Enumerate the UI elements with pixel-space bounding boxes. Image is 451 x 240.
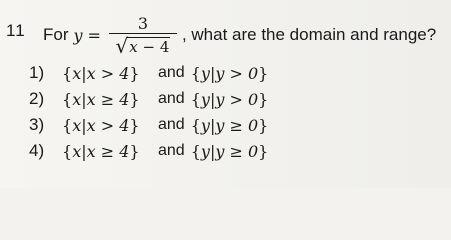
set-variable: x [72,141,82,161]
set-variable: y [200,115,210,135]
set-condition: x ≥ 4 [86,89,130,109]
set-variable: y [200,89,210,109]
fraction-numerator: 3 [137,13,149,33]
option-range-set: {y|y ≥ 0} [190,141,269,161]
set-condition: y > 0 [215,63,259,83]
question-tail: , what are the domain and range? [181,25,437,44]
question-number: 11 [6,21,26,40]
function-variable-y: y [73,25,83,45]
answer-option-1[interactable] [29,62,268,84]
set-condition: x > 4 [86,63,130,83]
answer-option-2[interactable] [29,88,268,110]
square-root-icon: √ [115,33,129,58]
radicand-variable: x [129,37,138,56]
answer-option-4[interactable] [29,140,268,162]
fraction-denominator [115,33,171,58]
option-domain-set: {x|x ≥ 4} [62,141,140,161]
option-conjunction: and [158,142,185,159]
option-label: 2) [29,89,45,108]
set-variable: x [72,115,82,135]
option-domain-set: {x|x > 4} [62,115,140,135]
option-domain-set: {x|x ≥ 4} [62,89,140,109]
option-range-set: {y|y > 0} [190,63,269,83]
question-lead: For [43,25,69,44]
option-domain-set: {x|x > 4} [62,63,140,83]
set-variable: x [72,89,82,109]
set-variable: x [72,63,82,83]
set-condition: x > 4 [86,115,130,135]
question-stem [43,7,436,63]
option-label: 3) [29,115,45,134]
set-condition: y ≥ 0 [215,115,259,135]
equals-sign: = [87,25,101,45]
set-variable: y [200,141,210,161]
option-range-set: {y|y > 0} [190,89,269,109]
option-conjunction: and [158,64,185,81]
answer-option-3[interactable] [29,114,268,136]
set-condition: y ≥ 0 [215,141,259,161]
option-label: 4) [29,141,45,160]
set-variable: y [200,63,210,83]
set-condition: x ≥ 4 [86,141,130,161]
radicand [127,37,170,56]
radicand-constant: − 4 [137,37,170,56]
option-range-set: {y|y ≥ 0} [190,115,269,135]
option-conjunction: and [158,116,185,133]
set-condition: y > 0 [215,89,259,109]
option-label: 1) [29,63,45,82]
option-conjunction: and [158,90,185,107]
function-fraction [109,15,177,56]
